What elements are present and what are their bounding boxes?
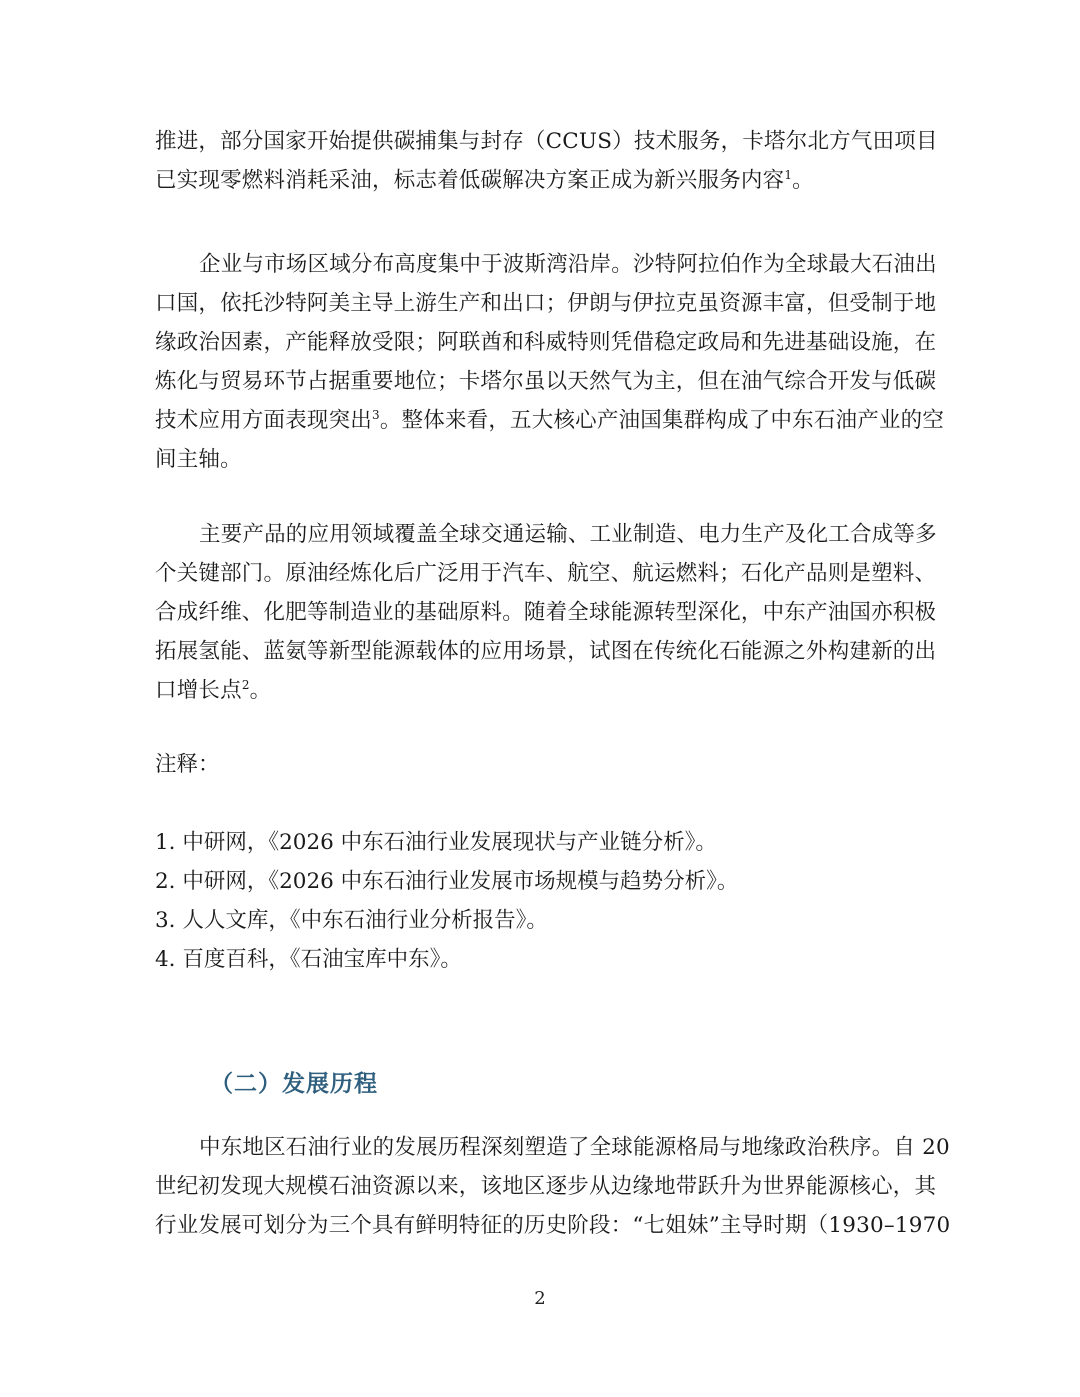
text-line: 行业发展可划分为三个具有鲜明特征的历史阶段：“七姐妹”主导时期（1930–1970 xyxy=(155,1213,951,1238)
paragraph-ccus xyxy=(155,122,938,200)
text-line: 个关键部门。原油经炼化后广泛用于汽车、航空、航运燃料；石化产品则是塑料、 xyxy=(155,561,937,586)
page-number: 2 xyxy=(534,1288,546,1309)
text-line: 拓展氢能、蓝氨等新型能源载体的应用场景，试图在传统化石能源之外构建新的出 xyxy=(155,639,937,664)
text-line: 中东地区石油行业的发展历程深刻塑造了全球能源格局与地缘政治秩序。自 20 xyxy=(199,1135,950,1160)
text-line: 企业与市场区域分布高度集中于波斯湾沿岸。沙特阿拉伯作为全球最大石油出 xyxy=(199,252,937,277)
note-item: 1. 中研网，《2026 中东石油行业发展现状与产业链分析》。 xyxy=(155,830,717,855)
section-heading: （二）发展历程 xyxy=(210,1071,378,1097)
text-segment: 已实现零燃料消耗采油，标志着低碳解决方案正成为新兴服务内容 xyxy=(155,168,785,193)
paragraph-product-applications xyxy=(155,515,937,710)
note-item: 3. 人人文库，《中东石油行业分析报告》。 xyxy=(155,908,548,933)
text-segment: 口增长点 xyxy=(155,678,242,703)
footnote-ref-1[interactable]: 1 xyxy=(784,168,793,182)
text-segment: 技术应用方面表现突出 xyxy=(155,408,373,433)
note-item: 4. 百度百科，《石油宝库中东》。 xyxy=(155,947,462,972)
text-line: 炼化与贸易环节占据重要地位；卡塔尔虽以天然气为主，但在油气综合开发与低碳 xyxy=(155,369,937,394)
footnote-ref-3[interactable]: 3 xyxy=(372,408,380,422)
text-line: 间主轴。 xyxy=(155,447,242,472)
paragraph-regional-distribution xyxy=(155,245,944,479)
notes-heading: 注释： xyxy=(155,752,220,777)
text-line xyxy=(155,401,944,440)
text-line: 合成纤维、化肥等制造业的基础原料。随着全球能源转型深化，中东产油国亦积极 xyxy=(155,600,937,625)
text-segment: 。 xyxy=(792,168,814,193)
paragraph-development-history xyxy=(155,1128,950,1245)
text-line: 缘政治因素，产能释放受限；阿联酋和科威特则凭借稳定政局和先进基础设施，在 xyxy=(155,330,937,355)
text-line: 推进，部分国家开始提供碳捕集与封存（CCUS）技术服务，卡塔尔北方气田项目 xyxy=(155,129,938,154)
text-line: 世纪初发现大规模石油资源以来，该地区逐步从边缘地带跃升为世界能源核心，其 xyxy=(155,1174,937,1199)
footnote-ref-2[interactable]: 2 xyxy=(241,678,250,692)
text-segment: 。 xyxy=(249,678,272,703)
text-line xyxy=(155,161,938,200)
text-segment: 。整体来看，五大核心产油国集群构成了中东石油产业的空 xyxy=(379,408,945,433)
note-item: 2. 中研网，《2026 中东石油行业发展市场规模与趋势分析》。 xyxy=(155,869,739,894)
text-line: 口国，依托沙特阿美主导上游生产和出口；伊朗与伊拉克虽资源丰富，但受制于地 xyxy=(155,291,937,316)
text-line: 主要产品的应用领域覆盖全球交通运输、工业制造、电力生产及化工合成等多 xyxy=(199,522,937,547)
text-line xyxy=(155,671,937,710)
notes-list xyxy=(155,823,738,979)
